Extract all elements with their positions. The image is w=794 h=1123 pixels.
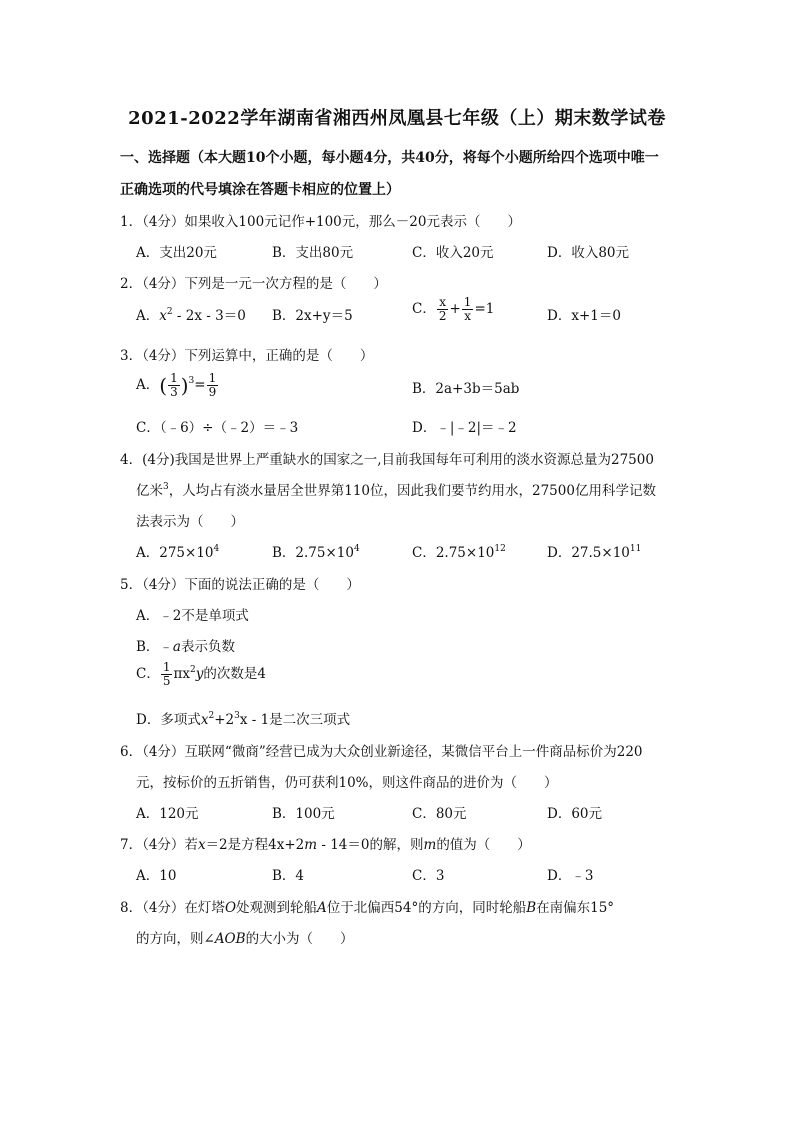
question-3-option-b: B．2a+3b＝5ab (412, 381, 520, 397)
question-2-option-a: A．$x^2 - 2x - 3=0$ (136, 307, 246, 324)
question-8-line1: 8．（4分）在灯塔O处观测到轮船A位于北偏西54°的方向，同时轮船B在南偏东15° (120, 900, 615, 916)
question-2-stem: 2．（4分）下列是一元一次方程的是（ ） (120, 276, 387, 292)
question-8-line2: 的方向，则∠AOB的大小为（ ） (136, 931, 354, 947)
question-1-stem: 1．（4分）如果收入100元记作+100元，那么－20元表示（ ） (120, 214, 521, 230)
question-2-option-c: C． $\frac{x}{2}$ + $\frac{1}{x}$ =1 (412, 295, 495, 323)
question-4-line1: 4．(4分)我国是世界上严重缺水的国家之一,目前我国每年可利用的淡水资源总量为27500 (120, 452, 654, 468)
question-3-option-a: A．( $\frac{1}{3}$ )$^3$= $\frac{1}{9}$ (136, 371, 217, 399)
question-4-option-b: B．$2.75\times 10^4$ (272, 544, 360, 561)
question-3-option-c: C．（﹣6）÷（﹣2）＝﹣3 (136, 420, 299, 436)
question-1-option-d: D．收入80元 (547, 245, 630, 261)
page-title: 2021-2022学年湖南省湘西州凤凰县七年级（上）期末数学试卷 (128, 108, 666, 129)
question-7-option-d: D．﹣3 (547, 868, 594, 884)
question-5-stem: 5．（4分）下面的说法正确的是（ ） (120, 577, 360, 593)
question-2-option-d: D．x+1＝0 (547, 308, 621, 324)
question-3-stem: 3．（4分）下列运算中，正确的是（ ） (120, 348, 374, 364)
question-1-option-b: B．支出80元 (272, 245, 354, 261)
question-6-option-a: A．120元 (136, 806, 199, 822)
question-4-option-c: C．$2.75\times 10^{12}$ (412, 544, 506, 561)
question-5-option-a: A．﹣2不是单项式 (136, 608, 249, 624)
fraction: $\frac{x}{2}$ (438, 295, 447, 323)
question-6-option-b: B．100元 (272, 806, 335, 822)
question-7-option-b: B．4 (272, 868, 305, 884)
question-1-option-a: A．支出20元 (136, 245, 217, 261)
fraction: $\frac{1}{3}$ (170, 371, 178, 399)
section-heading-line1: 一、选择题（本大题10个小题，每小题4分，共40分，将每个小题所给四个选项中唯一 (120, 150, 659, 166)
section-heading-line2: 正确选项的代号填涂在答题卡相应的位置上） (120, 182, 400, 198)
question-5-option-d: D．多项式$x^2+2^3x - 1$是二次三项式 (136, 711, 351, 728)
question-2-option-b: B．2x+y＝5 (272, 308, 353, 324)
question-5-option-c: C． $\frac{1}{5}$ $\pi x^2y$的次数是4 (136, 660, 266, 688)
fraction: $\frac{1}{x}$ (463, 295, 472, 323)
question-6-line2: 元，按标价的五折销售，仍可获利10%，则这件商品的进价为（ ） (136, 775, 558, 791)
question-7-stem: 7．（4分）若x＝2是方程4x+2m - 14＝0的解，则m的值为（ ） (120, 837, 531, 853)
question-3-option-d: D．﹣|﹣2|＝﹣2 (412, 420, 517, 436)
question-4-option-d: D．$27.5\times 10^{11}$ (547, 544, 642, 561)
question-6-line1: 6．（4分）互联网“微商”经营已成为大众创业新途径，某微信平台上一件商品标价为220 (120, 744, 643, 760)
question-7-option-a: A．10 (136, 868, 177, 884)
question-5-option-b: B．﹣a表示负数 (136, 639, 235, 655)
question-6-option-d: D．60元 (547, 806, 603, 822)
question-4-option-a: A．$275\times 10^4$ (136, 544, 220, 561)
fraction: $\frac{1}{9}$ (208, 371, 217, 399)
question-4-line2: 亿米$^3$，人均占有淡水量居全世界第110位，因此我们要节约用水，27500亿用科学记数 (136, 482, 656, 499)
question-1-option-c: C．收入20元 (412, 245, 494, 261)
question-4-line3: 法表示为（ ） (136, 514, 244, 530)
fraction: $\frac{1}{5}$ (162, 660, 171, 688)
question-6-option-c: C．80元 (412, 806, 467, 822)
question-7-option-c: C．3 (412, 868, 445, 884)
